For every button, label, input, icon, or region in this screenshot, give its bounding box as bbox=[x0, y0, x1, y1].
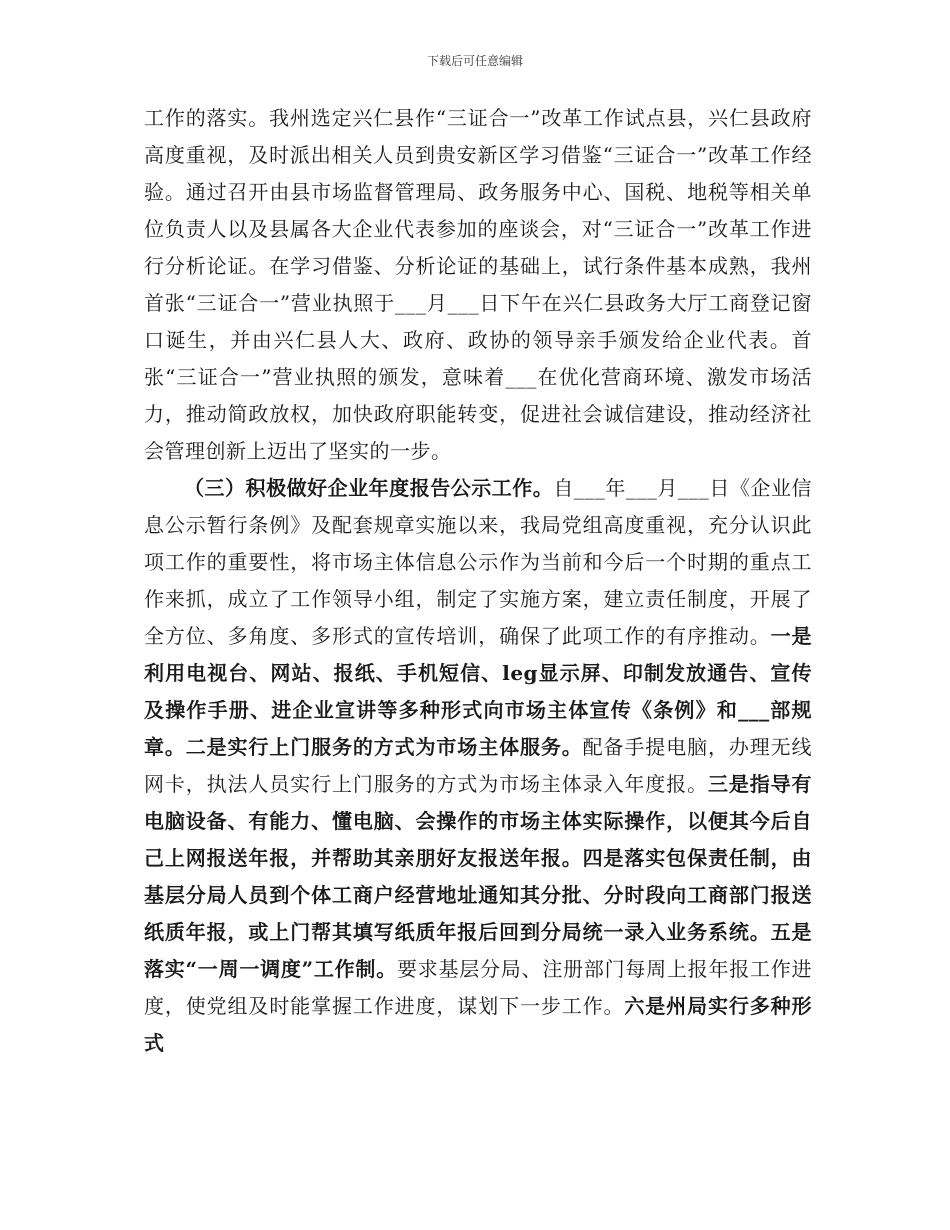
bold-text-run: 三是指导有电脑设备、有能力、懂电脑、会操作的市场主体实际操作，以便其今后自己上网报送年报，并帮助其亲朋好友报送年报。四是落实包保责任制，由基层分局人员到个体工商户经营地址通知其分批、分时段向工商部门报送纸质年报，或上门帮其填写纸质年报后回到分局统一录入业务系统。五是落实“一周一调度”工作制。 bbox=[144, 772, 813, 981]
document-body bbox=[144, 100, 812, 1062]
text-run: 配备手提电脑，办理无线网卡，执法人员实行上门服务的方式为市场主体录入年度报。 bbox=[144, 735, 813, 796]
text-run: 要求基层分局、注册部门每周上报年报工作进度，使党组及时能掌握工作进度，谋划下一步工作。 bbox=[144, 957, 813, 1018]
page-header: 下载后可任意编辑 bbox=[426, 54, 523, 68]
section-heading: （三）积极做好企业年度报告公示工作。 bbox=[184, 476, 554, 500]
paragraph-1 bbox=[144, 100, 812, 470]
text-run: 自___年___月___日《企业信息公示暂行条例》及配套规章实施以来，我局党组高度重视，充分认识此项工作的重要性，将市场主体信息公示作为当前和今后一个时期的重点工作来抓，成立了工作领导小组，制定了实施方案，建立责任制度，开展了全方位、多角度、多形式的宣传培训，确保了此项工作的有序推动。 bbox=[144, 476, 813, 648]
bold-text-run: 一是利用电视台、网站、报纸、手机短信、leg显示屏、印制发放通告、宣传及操作手册、进企业宣讲等多种形式向市场主体宣传《条例》和___部规章。二是实行上门服务的方式为市场主体服务。 bbox=[144, 624, 813, 759]
paragraph-2 bbox=[144, 470, 812, 1062]
text-run: 工作的落实。我州选定兴仁县作“三证合一”改革工作试点县，兴仁县政府高度重视，及时派出相关人员到贵安新区学习借鉴“三证合一”改革工作经验。通过召开由县市场监督管理局、政务服务中心、国税、地税等相关单位负责人以及县属各大企业代表参加的座谈会，对“三证合一”改革工作进行分析论证。在学习借鉴、分析论证的基础上，试行条件基本成熟，我州首张“三证合一”营业执照于___月___日下午在兴仁县政务大厅工商登记窗口诞生，并由兴仁县人大、政府、政协的领导亲手颁发给企业代表。首张“三证合一”营业执照的颁发，意味着___在优化营商环境、激发市场活力，推动简政放权，加快政府职能转变，促进社会诚信建设，推动经济社会管理创新上迈出了坚实的一步。 bbox=[144, 106, 812, 463]
bold-text-run: 六是州局实行多种形式 bbox=[144, 994, 813, 1055]
